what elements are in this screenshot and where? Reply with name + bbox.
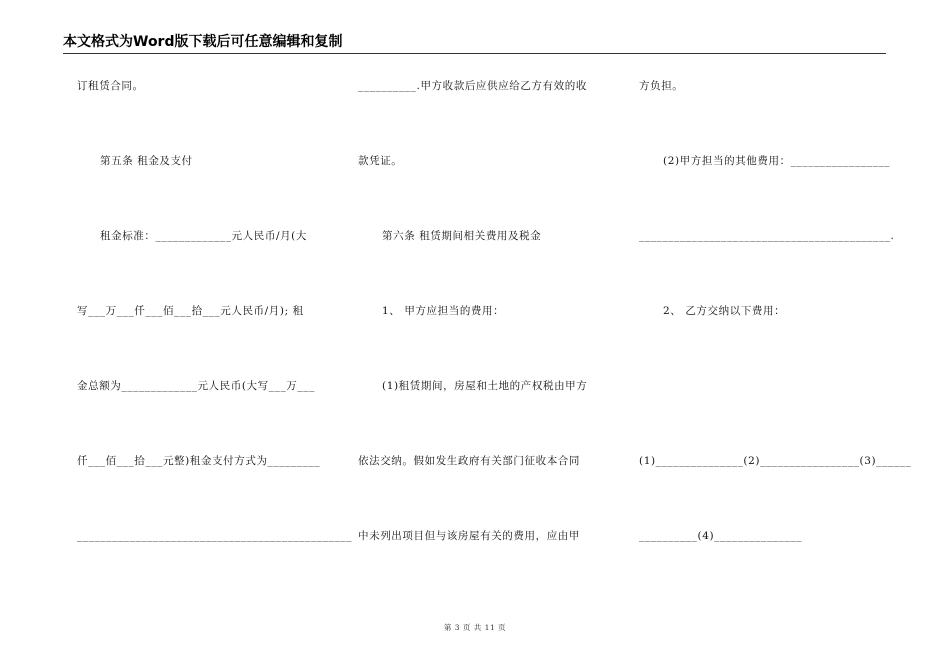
text-line: 金总额为_____________元人民币(大写___万___ (77, 380, 315, 392)
text-line: 租金标准：_____________元人民币/月(大 (100, 230, 307, 242)
text-line: __________(4)_______________ (639, 530, 802, 542)
text-line: (2)甲方担当的其他费用：_________________ (663, 155, 891, 167)
text-line: 方负担。 (639, 80, 684, 92)
text-line: 依法交纳。假如发生政府有关部门征收本合同 (358, 455, 580, 467)
text-line: 2、 乙方交纳以下费用： (663, 305, 786, 317)
text-line: 写___万___仟___佰___拾___元人民币/月); 租 (77, 305, 304, 317)
text-line: 1、 甲方应担当的费用： (382, 305, 505, 317)
header-divider (63, 53, 886, 54)
text-line: 中未列出项目但与该房屋有关的费用，应由甲 (358, 530, 580, 542)
text-line: (1)_______________(2)_________________(3)______ (639, 455, 912, 467)
text-line: 款凭证。 (358, 155, 403, 167)
text-line: _______________________________________________ (77, 530, 352, 542)
text-line: 订租赁合同。 (77, 80, 144, 92)
text-line: 第五条 租金及支付 (100, 155, 193, 167)
text-line: __________.甲方收款后应供应给乙方有效的收 (358, 80, 587, 92)
page-number-footer: 第 3 页 共 11 页 (443, 623, 507, 632)
document-header-title: 本文格式为Word版下载后可任意编辑和复制 (63, 34, 343, 50)
text-line: (1)租赁期间，房屋和土地的产权税由甲方 (382, 380, 588, 392)
text-line: 第六条 租赁期间相关费用及税金 (382, 230, 542, 242)
text-line: ___________________________________________. (639, 230, 895, 242)
text-line: 仟___佰___拾___元整)租金支付方式为_________ (77, 455, 321, 467)
